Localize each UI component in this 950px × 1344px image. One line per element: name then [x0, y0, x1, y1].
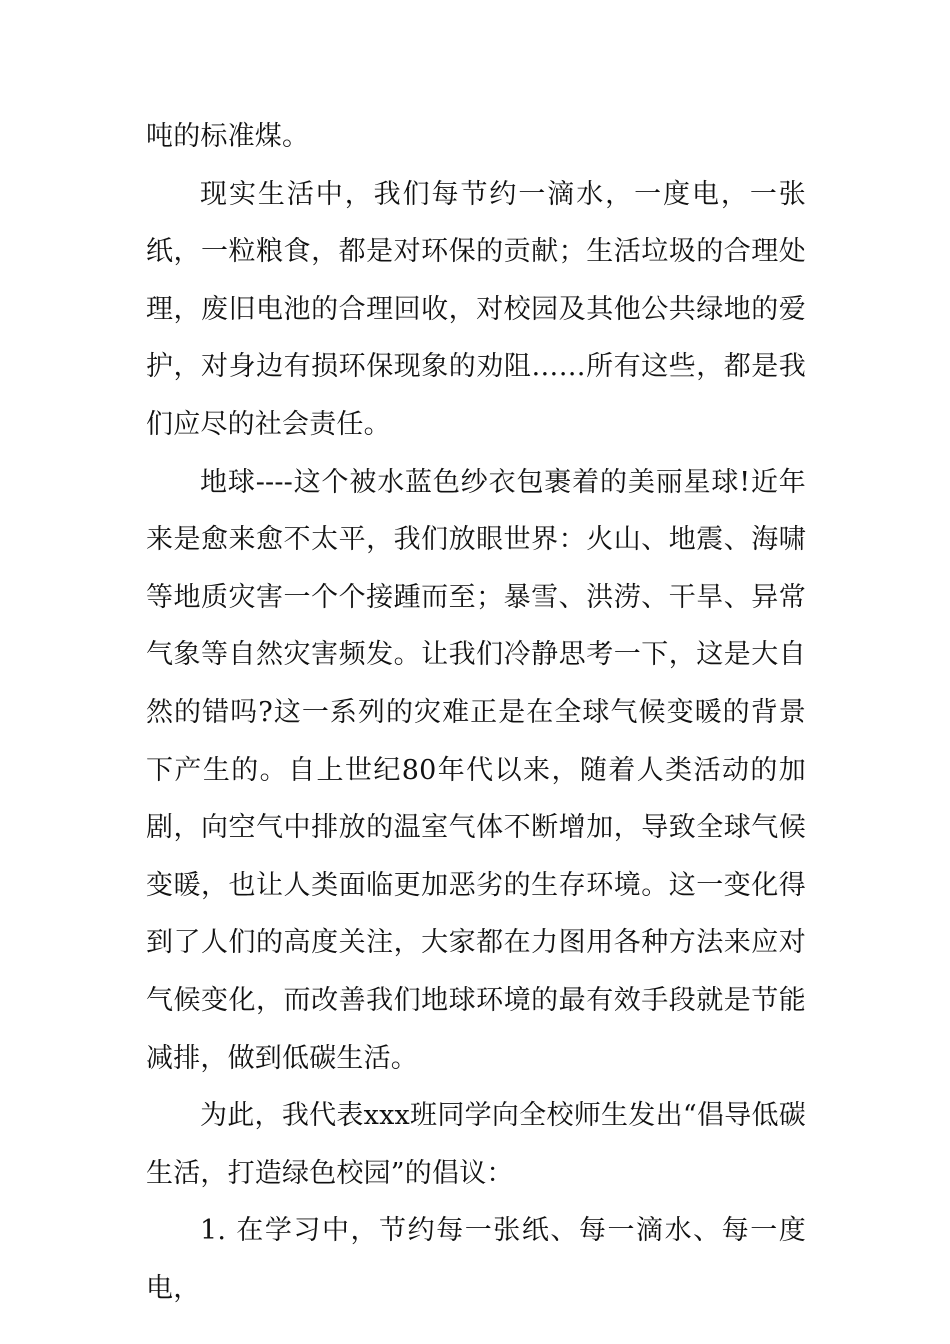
- list-item-1: 1. 在学习中，节约每一张纸、每一滴水、每一度电，: [146, 1215, 806, 1304]
- paragraph-earth: 地球----这个被水蓝色纱衣包裹着的美丽星球!近年来是愈来愈不太平，我们放眼世界：火山、地震、海啸等地质灾害一个个接踵而至；暴雪、洪涝、干旱、异常气象等自然灾害频发。让我们冷静思考一下，这是大自然的错吗?这一系列的灾难正是在全球气候变暖的背景下产生的。自上世纪80年代以来，随着人类活动的加剧，向空气中排放的温室气体不断增加，导致全球气候变暖，也让人类面临更加恶劣的生存环境。这一变化得到了人们的高度关注，大家都在力图用各种方法来应对气候变化，而改善我们地球环境的最有效手段就是节能减排，做到低碳生活。: [146, 466, 806, 1074]
- paragraph-continuation: 吨的标准煤。: [146, 121, 310, 152]
- paragraph-daily-life: 现实生活中，我们每节约一滴水，一度电，一张纸，一粒粮食，都是对环保的贡献；生活垃圾的合理处理，废旧电池的合理回收，对校园及其他公共绿地的爱护，对身边有损环保现象的劝阻……所有这些，都是我们应尽的社会责任。: [146, 178, 806, 440]
- paragraph-proposal: 为此，我代表xxx班同学向全校师生发出“倡导低碳生活，打造绿色校园”的倡议：: [146, 1100, 806, 1189]
- document-body: [146, 108, 806, 1317]
